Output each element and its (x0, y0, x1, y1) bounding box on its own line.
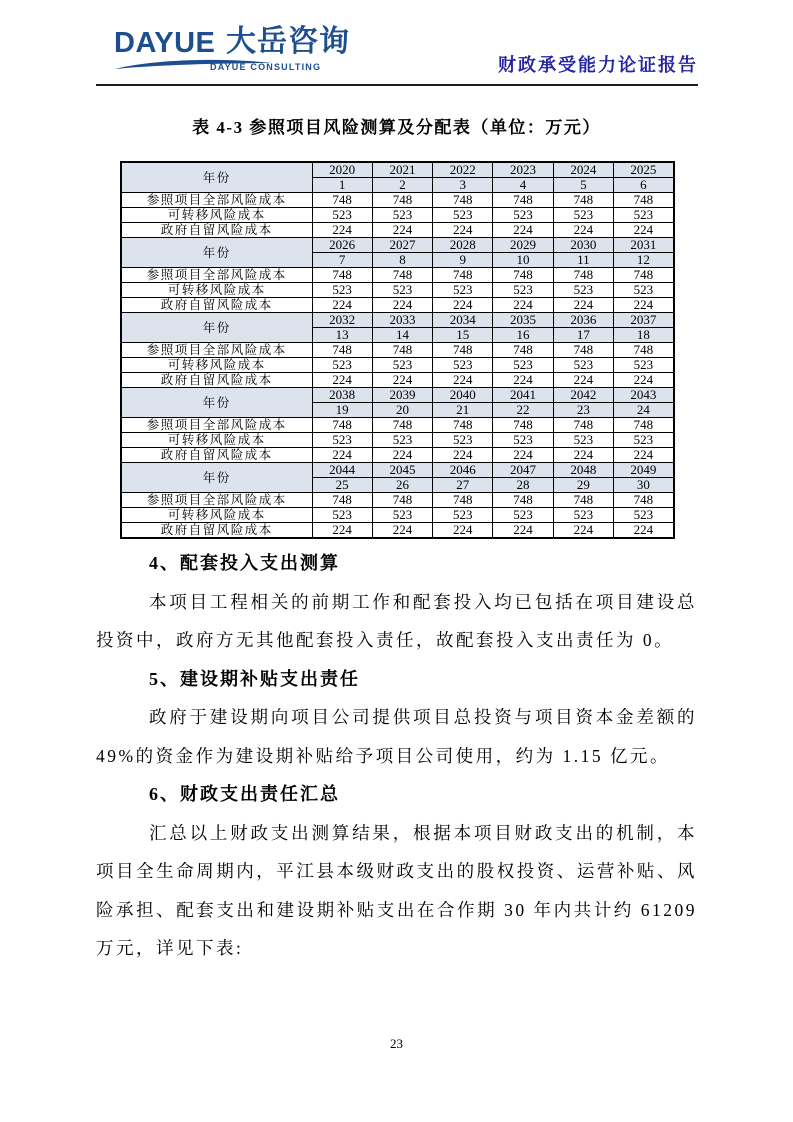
value-cell: 224 (312, 448, 372, 463)
year-cell: 2042 (553, 388, 613, 403)
year-label-cell: 年份 (121, 238, 312, 268)
value-cell: 748 (372, 493, 432, 508)
value-cell: 224 (613, 223, 673, 238)
period-cell: 10 (493, 253, 553, 268)
data-row (121, 343, 674, 358)
year-header-row (121, 162, 674, 178)
row-label-cell: 可转移风险成本 (121, 433, 312, 448)
period-cell: 11 (553, 253, 613, 268)
value-cell: 224 (493, 448, 553, 463)
year-cell: 2024 (553, 162, 613, 178)
value-cell: 523 (433, 283, 493, 298)
period-cell: 24 (613, 403, 673, 418)
value-cell: 748 (312, 193, 372, 208)
row-label-cell: 参照项目全部风险成本 (121, 343, 312, 358)
year-cell: 2048 (553, 463, 613, 478)
period-cell: 16 (493, 328, 553, 343)
value-cell: 748 (433, 268, 493, 283)
value-cell: 224 (312, 373, 372, 388)
logo-subtitle: DAYUE CONSULTING (210, 62, 322, 72)
period-cell: 8 (372, 253, 432, 268)
value-cell: 224 (493, 298, 553, 313)
value-cell: 523 (312, 433, 372, 448)
row-label-cell: 政府自留风险成本 (121, 373, 312, 388)
value-cell: 523 (613, 208, 673, 223)
row-label-cell: 参照项目全部风险成本 (121, 268, 312, 283)
value-cell: 523 (493, 283, 553, 298)
value-cell: 523 (613, 433, 673, 448)
value-cell: 748 (493, 193, 553, 208)
value-cell: 523 (553, 208, 613, 223)
period-cell: 12 (613, 253, 673, 268)
row-label-cell: 可转移风险成本 (121, 508, 312, 523)
period-cell: 15 (433, 328, 493, 343)
year-cell: 2047 (493, 463, 553, 478)
data-row (121, 493, 674, 508)
row-label-cell: 政府自留风险成本 (121, 223, 312, 238)
value-cell: 748 (553, 193, 613, 208)
period-cell: 22 (493, 403, 553, 418)
year-header-row (121, 463, 674, 478)
period-cell: 14 (372, 328, 432, 343)
data-row (121, 433, 674, 448)
dayue-logo (114, 25, 354, 79)
value-cell: 224 (433, 223, 493, 238)
value-cell: 224 (613, 523, 673, 539)
data-row (121, 418, 674, 433)
year-cell: 2031 (613, 238, 673, 253)
period-cell: 28 (493, 478, 553, 493)
year-cell: 2034 (433, 313, 493, 328)
value-cell: 224 (553, 523, 613, 539)
year-cell: 2022 (433, 162, 493, 178)
value-cell: 224 (312, 523, 372, 539)
value-cell: 523 (312, 208, 372, 223)
period-cell: 20 (372, 403, 432, 418)
value-cell: 523 (553, 433, 613, 448)
value-cell: 748 (613, 343, 673, 358)
year-cell: 2020 (312, 162, 372, 178)
data-row (121, 283, 674, 298)
value-cell: 748 (553, 268, 613, 283)
value-cell: 224 (372, 223, 432, 238)
value-cell: 224 (553, 298, 613, 313)
value-cell: 224 (372, 373, 432, 388)
value-cell: 224 (372, 448, 432, 463)
year-cell: 2036 (553, 313, 613, 328)
year-cell: 2039 (372, 388, 432, 403)
value-cell: 748 (613, 268, 673, 283)
year-cell: 2037 (613, 313, 673, 328)
value-cell: 523 (493, 358, 553, 373)
year-cell: 2030 (553, 238, 613, 253)
period-cell: 30 (613, 478, 673, 493)
value-cell: 523 (433, 208, 493, 223)
year-cell: 2023 (493, 162, 553, 178)
value-cell: 523 (613, 358, 673, 373)
period-cell: 29 (553, 478, 613, 493)
text-block (96, 544, 697, 968)
value-cell: 224 (312, 298, 372, 313)
page-header (96, 0, 698, 84)
table-title: 表 4-3 参照项目风险测算及分配表（单位：万元） (192, 118, 601, 137)
logo-brand-cn: 大岳咨询 (226, 25, 350, 58)
period-cell: 3 (433, 178, 493, 193)
value-cell: 748 (553, 493, 613, 508)
value-cell: 224 (493, 223, 553, 238)
value-cell: 523 (312, 508, 372, 523)
year-cell: 2032 (312, 313, 372, 328)
year-header-row (121, 388, 674, 403)
value-cell: 523 (372, 208, 432, 223)
value-cell: 748 (372, 418, 432, 433)
value-cell: 523 (553, 358, 613, 373)
value-cell: 748 (372, 193, 432, 208)
value-cell: 224 (433, 448, 493, 463)
value-cell: 748 (493, 343, 553, 358)
data-row (121, 208, 674, 223)
value-cell: 523 (613, 283, 673, 298)
value-cell: 224 (613, 448, 673, 463)
value-cell: 748 (613, 418, 673, 433)
section-5-heading: 5、建设期补贴支出责任 (149, 668, 360, 689)
value-cell: 748 (613, 193, 673, 208)
value-cell: 224 (372, 298, 432, 313)
data-row (121, 508, 674, 523)
year-cell: 2029 (493, 238, 553, 253)
value-cell: 748 (433, 193, 493, 208)
value-cell: 523 (372, 508, 432, 523)
year-cell: 2025 (613, 162, 673, 178)
value-cell: 748 (312, 493, 372, 508)
period-cell: 19 (312, 403, 372, 418)
value-cell: 748 (372, 343, 432, 358)
value-cell: 523 (312, 283, 372, 298)
value-cell: 523 (553, 508, 613, 523)
year-label-cell: 年份 (121, 463, 312, 493)
value-cell: 748 (553, 343, 613, 358)
year-header-row (121, 238, 674, 253)
value-cell: 224 (613, 373, 673, 388)
row-label-cell: 可转移风险成本 (121, 283, 312, 298)
year-cell: 2027 (372, 238, 432, 253)
year-cell: 2041 (493, 388, 553, 403)
year-label-cell: 年份 (121, 313, 312, 343)
period-cell: 27 (433, 478, 493, 493)
year-cell: 2043 (613, 388, 673, 403)
section-6-paragraph: 汇总以上财政支出测算结果，根据本项目财政支出的机制，本项目全生命周期内，平江县本级财政支出的股权投资、运营补贴、风险承担、配套支出和建设期补贴支出在合作期 30 年内共计约 61209 万元，详见下表: (96, 822, 697, 958)
value-cell: 523 (433, 508, 493, 523)
period-cell: 1 (312, 178, 372, 193)
period-cell: 2 (372, 178, 432, 193)
value-cell: 748 (312, 343, 372, 358)
section-6-heading: 6、财政支出责任汇总 (149, 784, 340, 804)
year-cell: 2021 (372, 162, 432, 178)
value-cell: 523 (553, 283, 613, 298)
value-cell: 224 (312, 223, 372, 238)
period-cell: 5 (553, 178, 613, 193)
period-cell: 7 (312, 253, 372, 268)
report-title: 财政承受能力论证报告 (498, 55, 698, 75)
value-cell: 748 (372, 268, 432, 283)
value-cell: 224 (372, 523, 432, 539)
section-4-heading: 4、配套投入支出测算 (149, 553, 340, 573)
value-cell: 224 (433, 373, 493, 388)
year-cell: 2044 (312, 463, 372, 478)
year-header-row (121, 313, 674, 328)
data-row (121, 223, 674, 238)
value-cell: 748 (493, 418, 553, 433)
row-label-cell: 可转移风险成本 (121, 358, 312, 373)
value-cell: 748 (433, 418, 493, 433)
value-cell: 224 (553, 223, 613, 238)
value-cell: 748 (493, 493, 553, 508)
year-cell: 2028 (433, 238, 493, 253)
value-cell: 523 (493, 208, 553, 223)
data-row (121, 523, 674, 539)
value-cell: 748 (433, 493, 493, 508)
row-label-cell: 参照项目全部风险成本 (121, 418, 312, 433)
row-label-cell: 参照项目全部风险成本 (121, 493, 312, 508)
value-cell: 748 (613, 493, 673, 508)
year-label-cell: 年份 (121, 388, 312, 418)
year-cell: 2046 (433, 463, 493, 478)
value-cell: 224 (553, 448, 613, 463)
data-row (121, 268, 674, 283)
page-number: 23 (390, 1036, 403, 1051)
row-label-cell: 政府自留风险成本 (121, 448, 312, 463)
value-cell: 224 (553, 373, 613, 388)
value-cell: 748 (493, 268, 553, 283)
value-cell: 748 (312, 268, 372, 283)
page-body (96, 86, 697, 968)
period-cell: 18 (613, 328, 673, 343)
value-cell: 523 (372, 433, 432, 448)
value-cell: 523 (372, 283, 432, 298)
section-5-paragraph: 政府于建设期向项目公司提供项目总投资与项目资本金差额的49%的资金作为建设期补贴给予项目公司使用，约为 1.15 亿元。 (96, 707, 697, 766)
risk-allocation-table (120, 161, 675, 539)
value-cell: 224 (433, 523, 493, 539)
value-cell: 224 (493, 523, 553, 539)
period-cell: 9 (433, 253, 493, 268)
value-cell: 224 (433, 298, 493, 313)
data-row (121, 193, 674, 208)
logo-brand-en: DAYUE (114, 27, 216, 59)
value-cell: 224 (493, 373, 553, 388)
year-cell: 2026 (312, 238, 372, 253)
value-cell: 523 (433, 358, 493, 373)
period-cell: 26 (372, 478, 432, 493)
period-cell: 23 (553, 403, 613, 418)
period-cell: 25 (312, 478, 372, 493)
value-cell: 523 (372, 358, 432, 373)
year-cell: 2035 (493, 313, 553, 328)
year-cell: 2038 (312, 388, 372, 403)
period-cell: 4 (493, 178, 553, 193)
value-cell: 748 (553, 418, 613, 433)
data-row (121, 448, 674, 463)
period-cell: 17 (553, 328, 613, 343)
value-cell: 523 (613, 508, 673, 523)
period-cell: 21 (433, 403, 493, 418)
section-4-paragraph: 本项目工程相关的前期工作和配套投入均已包括在项目建设总投资中，政府方无其他配套投入责任，故配套投入支出责任为 0。 (96, 591, 697, 650)
year-cell: 2045 (372, 463, 432, 478)
value-cell: 224 (613, 298, 673, 313)
period-cell: 13 (312, 328, 372, 343)
row-label-cell: 可转移风险成本 (121, 208, 312, 223)
year-cell: 2040 (433, 388, 493, 403)
risk-table-body (121, 162, 674, 538)
value-cell: 523 (493, 508, 553, 523)
row-label-cell: 政府自留风险成本 (121, 298, 312, 313)
data-row (121, 358, 674, 373)
value-cell: 748 (433, 343, 493, 358)
year-cell: 2033 (372, 313, 432, 328)
data-row (121, 373, 674, 388)
value-cell: 748 (312, 418, 372, 433)
value-cell: 523 (493, 433, 553, 448)
value-cell: 523 (312, 358, 372, 373)
year-cell: 2049 (613, 463, 673, 478)
row-label-cell: 参照项目全部风险成本 (121, 193, 312, 208)
value-cell: 523 (433, 433, 493, 448)
data-row (121, 298, 674, 313)
year-label-cell: 年份 (121, 162, 312, 193)
period-cell: 6 (613, 178, 673, 193)
row-label-cell: 政府自留风险成本 (121, 523, 312, 539)
